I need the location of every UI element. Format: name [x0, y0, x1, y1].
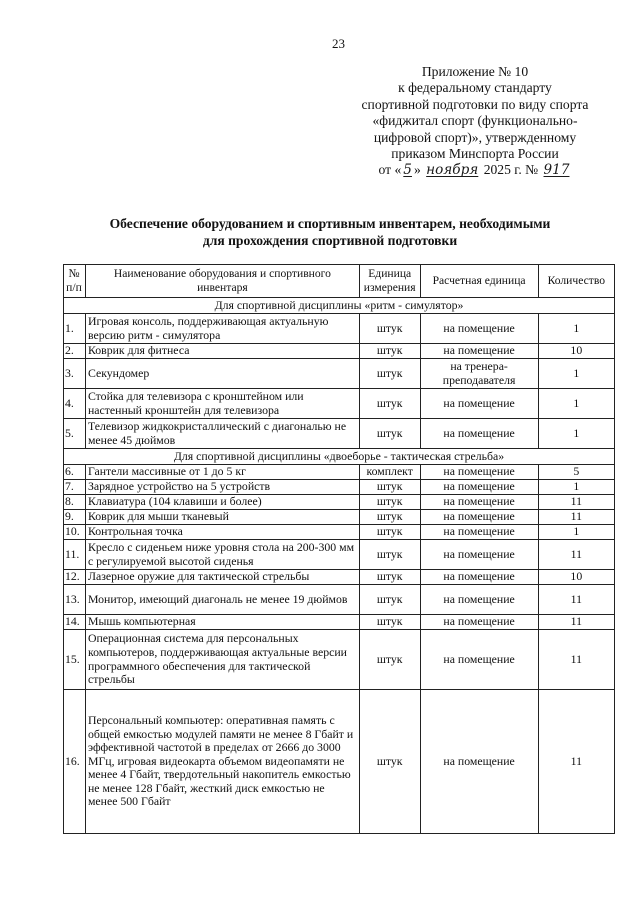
cell-qty: 11 — [538, 495, 614, 510]
table-row — [64, 419, 615, 449]
cell-qty: 10 — [538, 570, 614, 585]
cell-name: Гантели массивные от 1 до 5 кг — [85, 465, 359, 480]
cell-calc: на помещение — [420, 615, 538, 630]
cell-calc: на помещение — [420, 389, 538, 419]
cell-num: 16. — [64, 690, 86, 834]
cell-name: Мышь компьютерная — [85, 615, 359, 630]
cell-name: Телевизор жидкокристаллический с диагональю не менее 45 дюймов — [85, 419, 359, 449]
cell-qty: 10 — [538, 344, 614, 359]
table-row — [64, 615, 615, 630]
appendix-line: Приложение № 10 — [421, 64, 529, 79]
table-row — [64, 344, 615, 359]
cell-qty: 1 — [538, 359, 614, 389]
table-row — [64, 585, 615, 615]
section-row — [64, 298, 615, 314]
table-row — [64, 525, 615, 540]
cell-unit: комплект — [359, 465, 420, 480]
cell-calc: на помещение — [420, 630, 538, 690]
cell-unit: штук — [359, 570, 420, 585]
cell-calc: на помещение — [420, 510, 538, 525]
cell-qty: 5 — [538, 465, 614, 480]
order-month-handwritten: ноября — [426, 162, 479, 179]
cell-num: 3. — [64, 359, 86, 389]
cell-num: 9. — [64, 510, 86, 525]
order-mid: » — [413, 162, 421, 178]
cell-name: Кресло с сиденьем ниже уровня стола на 200-300 мм с регулируемой высотой сиденья — [85, 540, 359, 570]
cell-num: 6. — [64, 465, 86, 480]
cell-unit: штук — [359, 525, 420, 540]
table-row — [64, 480, 615, 495]
cell-calc: на помещение — [420, 344, 538, 359]
cell-unit: штук — [359, 495, 420, 510]
cell-name: Игровая консоль, поддерживающая актуальную версию ритм - симулятора — [85, 314, 359, 344]
table-row — [64, 630, 615, 690]
equipment-table — [63, 264, 615, 834]
table-row — [64, 510, 615, 525]
cell-qty: 11 — [538, 510, 614, 525]
cell-qty: 1 — [538, 525, 614, 540]
cell-name: Лазерное оружие для тактической стрельбы — [85, 570, 359, 585]
section-row — [64, 449, 615, 465]
cell-name: Стойка для телевизора с кронштейном или настенный кронштейн для телевизора — [85, 389, 359, 419]
cell-name: Операционная система для персональных компьютеров, поддерживающая актуальные версии программного обеспечения для тактической стрельбы — [85, 630, 359, 690]
cell-num: 14. — [64, 615, 86, 630]
header-unit: Единица измерения — [359, 265, 420, 298]
header-num: № п/п — [64, 265, 86, 298]
appendix-line: цифровой спорт)», утвержденному — [373, 129, 577, 145]
cell-name: Коврик для фитнеса — [85, 344, 359, 359]
table-row — [64, 465, 615, 480]
cell-unit: штук — [359, 585, 420, 615]
cell-unit: штук — [359, 359, 420, 389]
cell-num: 2. — [64, 344, 86, 359]
cell-calc: на помещение — [420, 480, 538, 495]
cell-unit: штук — [359, 344, 420, 359]
section-title: Для спортивной дисциплины «двоеборье - тактическая стрельба» — [64, 449, 615, 465]
cell-name: Секундомер — [85, 359, 359, 389]
cell-num: 10. — [64, 525, 86, 540]
appendix-line: «фиджитал спорт (функционально- — [372, 113, 578, 129]
cell-calc: на помещение — [420, 495, 538, 510]
cell-unit: штук — [359, 314, 420, 344]
cell-num: 8. — [64, 495, 86, 510]
cell-calc: на помещение — [420, 570, 538, 585]
cell-name: Зарядное устройство на 5 устройств — [85, 480, 359, 495]
order-year: 2025 г. № — [483, 162, 539, 178]
table-row — [64, 389, 615, 419]
cell-qty: 11 — [538, 615, 614, 630]
table-row — [64, 690, 615, 834]
cell-qty: 1 — [538, 389, 614, 419]
cell-num: 13. — [64, 585, 86, 615]
cell-calc: на помещение — [420, 585, 538, 615]
cell-unit: штук — [359, 540, 420, 570]
order-day-handwritten: 5 — [403, 162, 412, 179]
table-row — [64, 495, 615, 510]
cell-unit: штук — [359, 389, 420, 419]
appendix-line: спортивной подготовки по виду спорта — [361, 96, 589, 112]
appendix-header — [345, 64, 605, 179]
header-qty: Количество — [538, 265, 614, 298]
cell-name: Монитор, имеющий диагональ не менее 19 дюймов — [85, 585, 359, 615]
cell-unit: штук — [359, 630, 420, 690]
order-date-line — [345, 162, 605, 178]
cell-unit: штук — [359, 419, 420, 449]
cell-calc: на помещение — [420, 540, 538, 570]
header-calc: Расчетная единица — [420, 265, 538, 298]
cell-calc: на помещение — [420, 465, 538, 480]
cell-qty: 1 — [538, 419, 614, 449]
table-row — [64, 570, 615, 585]
title-line: Обеспечение оборудованием и спортивным инвентарем, необходимыми — [109, 216, 551, 231]
order-number-handwritten: 917 — [543, 162, 570, 179]
cell-calc: на помещение — [420, 419, 538, 449]
cell-unit: штук — [359, 510, 420, 525]
appendix-line: приказом Минспорта России — [391, 146, 559, 162]
document-title — [70, 216, 590, 249]
cell-unit: штук — [359, 690, 420, 834]
section-title: Для спортивной дисциплины «ритм - симулятор» — [64, 298, 615, 314]
cell-calc: на тренера-преподавателя — [420, 359, 538, 389]
header-name: Наименование оборудования и спортивного инвентаря — [85, 265, 359, 298]
table-row — [64, 314, 615, 344]
order-prefix: от « — [378, 162, 402, 178]
title-line: для прохождения спортивной подготовки — [202, 232, 458, 248]
table-row — [64, 359, 615, 389]
cell-name: Контрольная точка — [85, 525, 359, 540]
cell-name: Клавиатура (104 клавиши и более) — [85, 495, 359, 510]
cell-calc: на помещение — [420, 314, 538, 344]
cell-qty: 1 — [538, 480, 614, 495]
appendix-line: к федеральному стандарту — [398, 80, 552, 96]
cell-qty: 11 — [538, 585, 614, 615]
cell-qty: 11 — [538, 630, 614, 690]
cell-name: Персональный компьютер: оперативная память с общей емкостью модулей памяти не менее 8 Гбайт и эффективной частотой в пределах от 2666 до 3000 МГц, игровая видеокарта объемом видеопамяти не менее 4 Гбайт, твердотельный накопитель емкостью не менее 128 Гбайт, жесткий диск емкостью не менее 500 Гбайт — [85, 690, 359, 834]
cell-num: 11. — [64, 540, 86, 570]
cell-qty: 11 — [538, 690, 614, 834]
cell-qty: 1 — [538, 314, 614, 344]
cell-calc: на помещение — [420, 525, 538, 540]
cell-name: Коврик для мыши тканевый — [85, 510, 359, 525]
cell-unit: штук — [359, 480, 420, 495]
cell-qty: 11 — [538, 540, 614, 570]
cell-unit: штук — [359, 615, 420, 630]
table-row — [64, 540, 615, 570]
cell-num: 15. — [64, 630, 86, 690]
cell-num: 4. — [64, 389, 86, 419]
cell-num: 7. — [64, 480, 86, 495]
table-header-row — [64, 265, 615, 298]
page-number: 23 — [332, 36, 345, 51]
cell-num: 5. — [64, 419, 86, 449]
cell-num: 1. — [64, 314, 86, 344]
cell-num: 12. — [64, 570, 86, 585]
cell-calc: на помещение — [420, 690, 538, 834]
